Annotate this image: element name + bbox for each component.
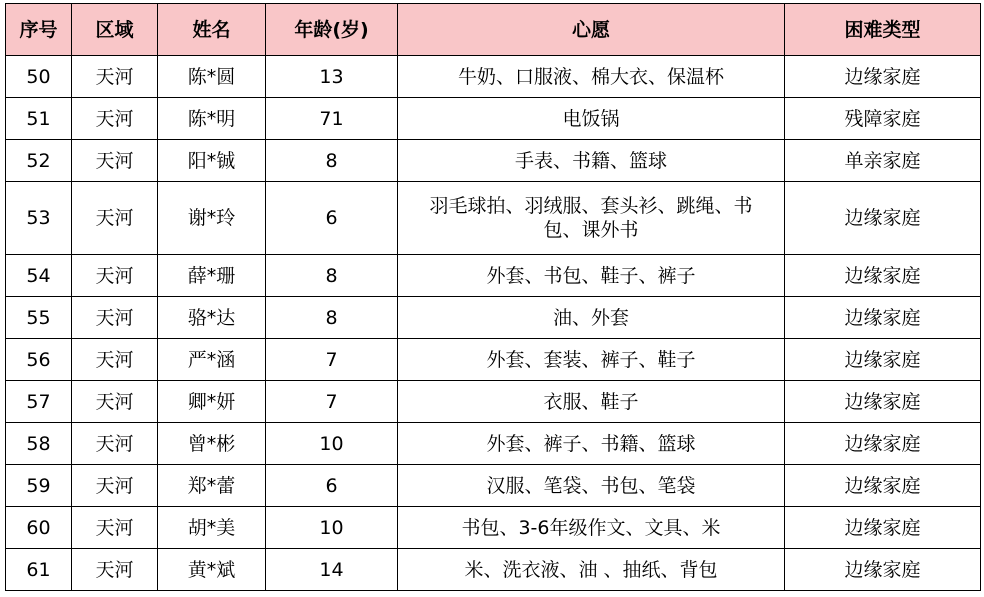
table-row (6, 339, 981, 381)
cell-region: 天河 (72, 549, 158, 591)
cell-name: 严*涵 (158, 339, 266, 381)
cell-index: 57 (6, 381, 72, 423)
cell-age: 8 (266, 297, 398, 339)
cell-name: 胡*美 (158, 507, 266, 549)
cell-name: 骆*达 (158, 297, 266, 339)
cell-wish: 衣服、鞋子 (398, 381, 785, 423)
cell-region: 天河 (72, 423, 158, 465)
cell-name: 曾*彬 (158, 423, 266, 465)
cell-hardship-type: 边缘家庭 (785, 297, 981, 339)
table-row (6, 423, 981, 465)
header-row (6, 4, 981, 56)
cell-hardship-type: 边缘家庭 (785, 56, 981, 98)
table-row (6, 140, 981, 182)
header-wish: 心愿 (398, 4, 785, 56)
cell-index: 61 (6, 549, 72, 591)
cell-name: 阳*铖 (158, 140, 266, 182)
cell-hardship-type: 边缘家庭 (785, 381, 981, 423)
cell-age: 6 (266, 465, 398, 507)
cell-age: 10 (266, 423, 398, 465)
cell-name: 郑*蕾 (158, 465, 266, 507)
cell-region: 天河 (72, 465, 158, 507)
cell-name: 陈*明 (158, 98, 266, 140)
cell-wish: 外套、套装、裤子、鞋子 (398, 339, 785, 381)
cell-wish: 羽毛球拍、羽绒服、套头衫、跳绳、书包、课外书 (398, 182, 785, 255)
cell-hardship-type: 边缘家庭 (785, 255, 981, 297)
header-name: 姓名 (158, 4, 266, 56)
cell-hardship-type: 边缘家庭 (785, 339, 981, 381)
cell-wish: 外套、裤子、书籍、篮球 (398, 423, 785, 465)
cell-age: 8 (266, 255, 398, 297)
cell-age: 14 (266, 549, 398, 591)
cell-hardship-type: 单亲家庭 (785, 140, 981, 182)
table-row (6, 549, 981, 591)
cell-region: 天河 (72, 56, 158, 98)
cell-age: 6 (266, 182, 398, 255)
cell-wish: 油、外套 (398, 297, 785, 339)
cell-index: 59 (6, 465, 72, 507)
table-row (6, 255, 981, 297)
cell-region: 天河 (72, 255, 158, 297)
cell-wish: 手表、书籍、篮球 (398, 140, 785, 182)
table-row (6, 182, 981, 255)
cell-wish: 外套、书包、鞋子、裤子 (398, 255, 785, 297)
cell-age: 8 (266, 140, 398, 182)
cell-hardship-type: 边缘家庭 (785, 182, 981, 255)
cell-region: 天河 (72, 381, 158, 423)
cell-age: 71 (266, 98, 398, 140)
cell-name: 谢*玲 (158, 182, 266, 255)
cell-index: 53 (6, 182, 72, 255)
cell-index: 52 (6, 140, 72, 182)
table-row (6, 98, 981, 140)
cell-name: 黄*斌 (158, 549, 266, 591)
cell-region: 天河 (72, 339, 158, 381)
cell-region: 天河 (72, 98, 158, 140)
cell-hardship-type: 边缘家庭 (785, 507, 981, 549)
table-row (6, 297, 981, 339)
cell-age: 10 (266, 507, 398, 549)
cell-region: 天河 (72, 140, 158, 182)
cell-wish: 米、洗衣液、油 、抽纸、背包 (398, 549, 785, 591)
header-hardship-type: 困难类型 (785, 4, 981, 56)
cell-hardship-type: 边缘家庭 (785, 465, 981, 507)
cell-hardship-type: 残障家庭 (785, 98, 981, 140)
cell-index: 60 (6, 507, 72, 549)
cell-index: 56 (6, 339, 72, 381)
table-row (6, 56, 981, 98)
cell-hardship-type: 边缘家庭 (785, 549, 981, 591)
cell-region: 天河 (72, 297, 158, 339)
header-index: 序号 (6, 4, 72, 56)
cell-region: 天河 (72, 507, 158, 549)
cell-index: 58 (6, 423, 72, 465)
cell-wish: 汉服、笔袋、书包、笔袋 (398, 465, 785, 507)
cell-wish: 电饭锅 (398, 98, 785, 140)
cell-age: 7 (266, 339, 398, 381)
wish-list-table (5, 3, 981, 591)
table-row (6, 507, 981, 549)
table-row (6, 381, 981, 423)
cell-index: 55 (6, 297, 72, 339)
cell-wish: 书包、3-6年级作文、文具、米 (398, 507, 785, 549)
header-age: 年龄(岁) (266, 4, 398, 56)
table-row (6, 465, 981, 507)
cell-age: 13 (266, 56, 398, 98)
cell-age: 7 (266, 381, 398, 423)
cell-hardship-type: 边缘家庭 (785, 423, 981, 465)
header-region: 区域 (72, 4, 158, 56)
cell-region: 天河 (72, 182, 158, 255)
cell-wish: 牛奶、口服液、棉大衣、保温杯 (398, 56, 785, 98)
cell-name: 薛*珊 (158, 255, 266, 297)
cell-index: 51 (6, 98, 72, 140)
cell-index: 54 (6, 255, 72, 297)
cell-index: 50 (6, 56, 72, 98)
cell-name: 陈*圆 (158, 56, 266, 98)
cell-name: 卿*妍 (158, 381, 266, 423)
